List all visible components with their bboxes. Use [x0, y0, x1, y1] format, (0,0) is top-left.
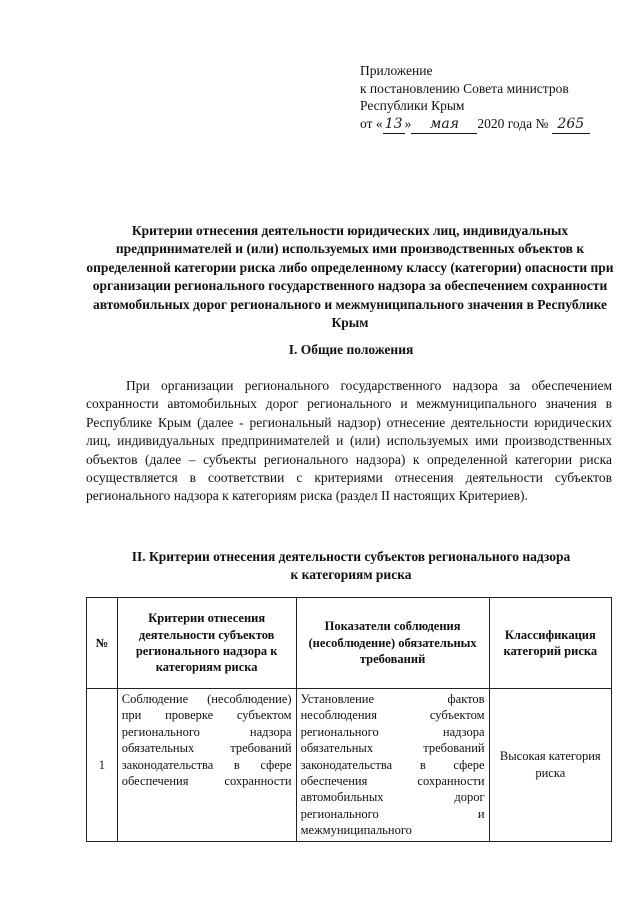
handwritten-month: мая [411, 116, 477, 135]
section-2-heading-line2: к категориям риска [290, 567, 412, 582]
row-criteria: Соблюдение (несоблюдение) при проверке субъектом регионального надзора обязательных требований законодательства в сфере обеспечения сохранности [117, 689, 296, 842]
appendix-label: Приложение [360, 63, 433, 78]
section-2-heading-line1: II. Критерии отнесения деятельности субъектов регионального надзора [131, 549, 571, 564]
section-2-heading [86, 548, 616, 584]
appendix-resolution: к постановлению Совета министров [360, 80, 569, 96]
date-close-quote: » [404, 115, 412, 131]
criteria-table [86, 597, 612, 842]
year-text: 2020 года № [477, 115, 549, 131]
table-row [87, 689, 612, 842]
appendix-block [360, 62, 590, 134]
appendix-republic: Республики Крым [360, 98, 465, 113]
header-num: № [87, 598, 118, 689]
table-header-row [87, 598, 612, 689]
header-indicators: Показатели соблюдения (несоблюдение) обязательных требований [296, 598, 489, 689]
appendix-date-line [360, 115, 590, 135]
row-num: 1 [87, 689, 118, 842]
handwritten-number: 265 [552, 116, 590, 135]
handwritten-day: 13 [383, 116, 405, 135]
section-1-heading: I. Общие положения [288, 342, 414, 357]
general-provisions-paragraph: При организации регионального государственного надзора за обеспечением сохранности автомобильных дорог регионального и межмуниципального значения в Республике Крым (далее - региональный надзор) отнесение деятельности юридических лиц, индивидуальных предпринимателей и (или) используемых ими производственных объектов (далее – субъекты регионального надзора) к определенной категории риска осуществляется в соответствии с критериями отнесения деятельности субъектов регионального надзора к категориям риска (раздел II настоящих Критериев). [86, 378, 612, 504]
date-prefix: от « [360, 115, 383, 131]
header-criteria: Критерии отнесения деятельности субъектов регионального надзора к категориям риска [117, 598, 296, 689]
row-indicators: Установление фактов несоблюдения субъектом регионального надзора обязательных требований законодательства в сфере обеспечения сохранности автомобильных дорог регионального и межмуниципального [296, 689, 489, 842]
row-classification: Высокая категория риска [489, 689, 611, 842]
header-classification: Классификация категорий риска [489, 598, 611, 689]
document-title: Критерии отнесения деятельности юридических лиц, индивидуальных предпринимателей и (или) используемых ими производственных объектов к определенной категории риска либо определенному классу (категории) опасности при организации регионального государственного надзора за обеспечением сохранности автомобильных дорог регионального и межмуниципального значения в Республике Крым [86, 223, 614, 331]
